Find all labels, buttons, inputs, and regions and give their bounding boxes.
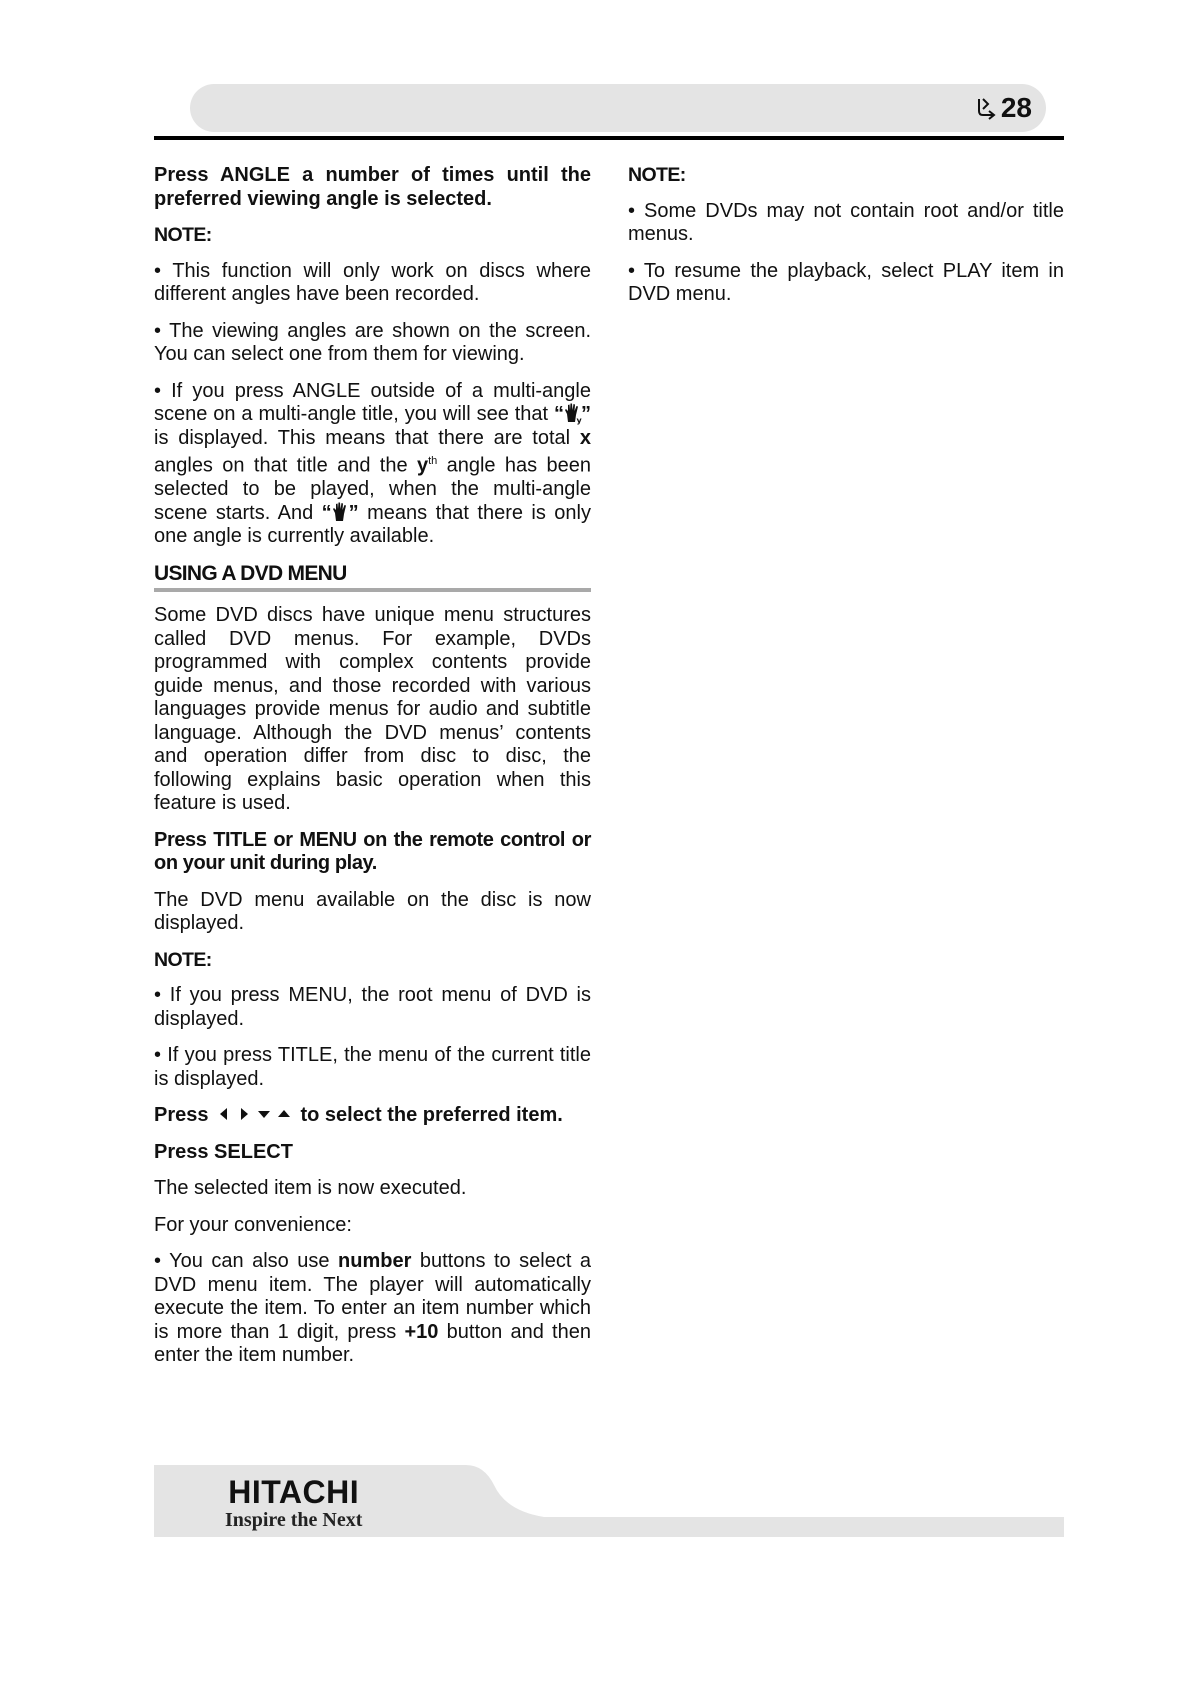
logo-tagline: Inspire the Next (225, 1509, 363, 1531)
header-rule (154, 136, 1064, 140)
header-bar (190, 84, 1046, 132)
note-bullet: • This function will only work on discs where different angles have been recorded. (154, 259, 591, 305)
angle-instruction: Press ANGLE a number of times until the preferred viewing angle is selected. (154, 164, 591, 210)
note-heading: NOTE: (628, 164, 686, 186)
note-bullet: • Some DVDs may not contain root and/or title menus. (628, 199, 1064, 245)
note-bullet: • To resume the playback, select PLAY item in DVD menu. (628, 259, 1064, 305)
note-heading: NOTE: (154, 224, 212, 246)
page-number-text: 28 (1000, 92, 1032, 123)
press-title-instruction: Press TITLE or MENU on the remote control or on your unit during play. (154, 828, 591, 875)
section-title: USING A DVD MENU (154, 562, 591, 593)
page-corner-arrow-icon (975, 96, 999, 120)
menu-displayed-text: The DVD menu available on the disc is now displayed. (154, 888, 591, 935)
svg-text:y: y (576, 416, 582, 425)
left-column (154, 164, 591, 1381)
note-bullet: • The viewing angles are shown on the screen. You can select one from them for viewing. (154, 319, 591, 365)
note-bullet: • If you press TITLE, the menu of the current title is displayed. (154, 1044, 591, 1090)
hitachi-logo (225, 1474, 362, 1532)
note-bullet: • If you press MENU, the root menu of DVD is displayed. (154, 984, 591, 1030)
executed-text: The selected item is now executed. (154, 1177, 467, 1200)
single-angle-hand-icon (332, 502, 349, 522)
logo-brand: HITACHI (228, 1474, 360, 1510)
right-arrow-icon (237, 1107, 251, 1121)
section-paragraph: Some DVD discs have unique menu structures called DVD menus. For example, DVDs programmed with complex contents provide guide menus, and those recorded with various languages provide menus for audio and subtitle language. Although the DVD menus’ contents and operation differ from disc to disc, the following explains basic operation when this feature is used. (154, 604, 591, 815)
angle-hand-icon (564, 403, 581, 423)
press-arrows-instruction: Press to select the preferred item. (154, 1104, 563, 1127)
up-arrow-icon (277, 1107, 291, 1121)
note-bullet-multi-angle: • If you press ANGLE outside of a multi-angle scene on a multi-angle title, you will see that “ y ” is displayed. This means that there are total x angles on that title and the $y^{th}$ angle has been selected to be played, when the multi-angle scene starts. And “ ” means that there is only one angle is currently available. (154, 379, 591, 548)
note-heading: NOTE: (154, 948, 212, 971)
press-select-instruction: Press SELECT (154, 1140, 293, 1163)
number-buttons-bullet: • You can also use number buttons to select a DVD menu item. The player will automatically execute the item. To enter an item number which is more than 1 digit, press +10 button and then enter the item number. (154, 1250, 591, 1367)
page-number (975, 92, 1032, 124)
right-column (628, 164, 1064, 320)
down-arrow-icon (257, 1107, 271, 1121)
left-arrow-icon (217, 1107, 231, 1121)
convenience-text: For your convenience: (154, 1213, 352, 1236)
